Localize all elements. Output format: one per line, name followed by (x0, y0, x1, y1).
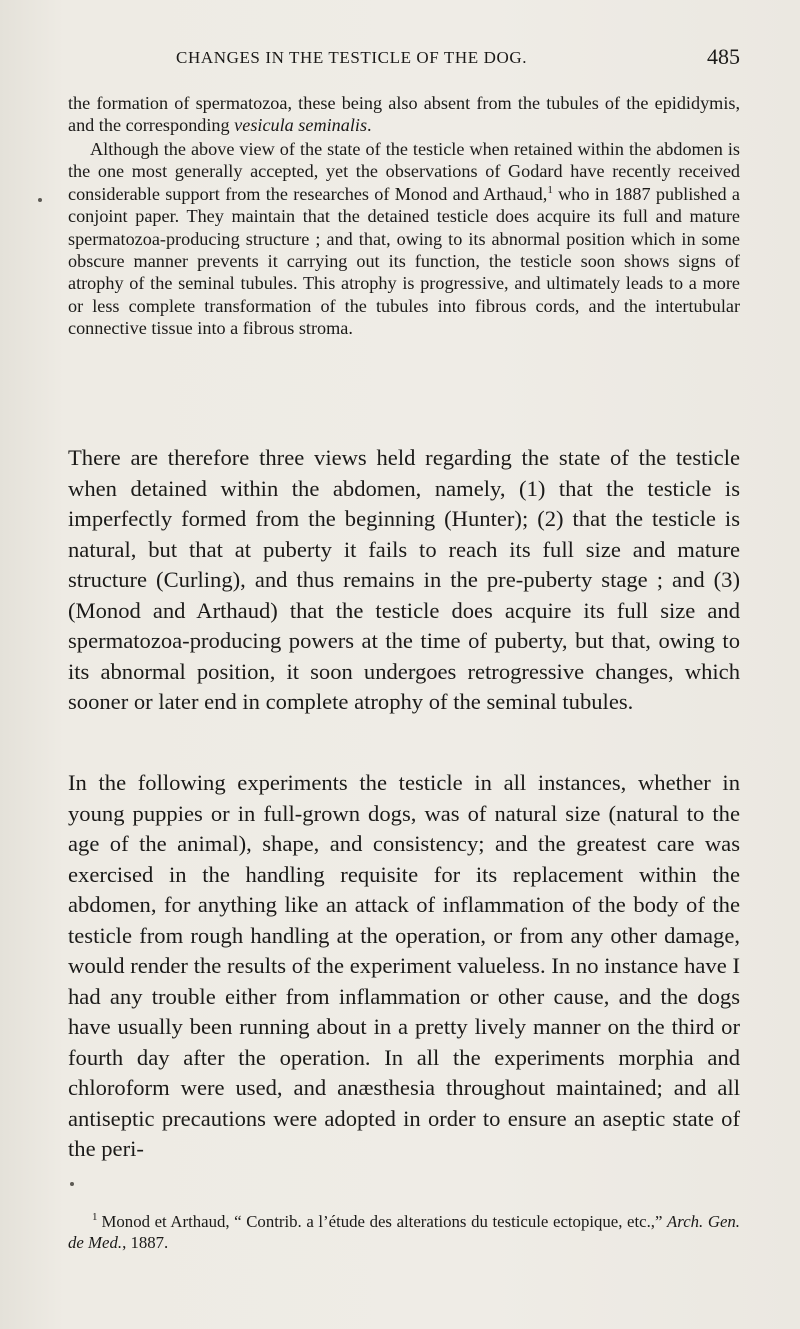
paragraph-3-text: There are therefore three views held regarding the state of the testicle when detained within the abdomen, namely, (1) that the testicle is imperfectly formed from the beginning (Hunter); (2) that the testicle is natural, but that at puberty it fails to reach its full size and mature structure (Curling), and thus remains in the pre-puberty stage ; and (3) (Monod and Arthaud) that the testicle does acquire its full size and spermatozoa-producing powers at the time of puberty, but that, owing to its abnormal position, it soon undergoes retrogressive changes, which sooner or later end in complete atrophy of the seminal tubules. (68, 445, 740, 714)
footnote-reference: 1 (547, 183, 553, 196)
paragraph-4 (68, 768, 740, 1165)
footnote-text-end: , 1887. (122, 1233, 169, 1252)
page-blemish-dot (38, 198, 42, 202)
paragraph-1-end: . (367, 115, 372, 136)
page-blemish-dot (70, 1182, 74, 1186)
paragraph-2 (68, 138, 740, 340)
paragraph-1 (68, 92, 740, 137)
footnote-text-start: Monod et Arthaud, “ Contrib. a l’étude des alterations du testicule ectopique, etc.,” (101, 1212, 668, 1231)
page-header (176, 42, 746, 74)
paragraph-2-text-end: who in 1887 published a conjoint paper. They maintain that the detained testicle does acquire its full and mature spermatozoa-producing structure ; and that, owing to its abnormal position which in some obscure manner prevents it carrying out its function, the testicle soon shows signs of atrophy of the seminal tubules. This atrophy is progressive, and ultimately leads to a more or less complete transformation of the tubules into fibrous cords, and the intertubular connective tissue into a fibrous stroma. (68, 183, 740, 339)
paragraph-1-text: the formation of spermatozoa, these being also absent from the tubules of the epididymis, and the corresponding (68, 93, 740, 136)
paragraph-1-italic-term: vesicula seminalis (234, 115, 368, 136)
paragraph-2-text-start: Although the above view of the state of the testicle when retained within the abdomen is the one most generally accepted, yet the observations of Godard have recently received considerable support from the researches of Monod and Arthaud, (68, 139, 740, 204)
running-title: CHANGES IN THE TESTICLE OF THE DOG. (176, 48, 528, 67)
footnote (68, 1211, 740, 1253)
footnote-journal-title: Arch. Gen. de Med. (68, 1212, 741, 1252)
paragraph-3 (68, 443, 740, 718)
page-number: 485 (707, 44, 740, 69)
paragraph-4-text: In the following experiments the testicle in all instances, whether in young puppies or in full-grown dogs, was of natural size (natural to the age of the animal), shape, and consistency; and the greatest care was exercised in the handling requisite for its replacement within the abdomen, for anything like an attack of inflammation of the body of the testicle from rough handling at the operation, or from any other damage, would render the results of the experiment valueless. In no instance have I had any trouble either from inflammation or other cause, and the dogs have usually been running about in a pretty lively manner on the third or fourth day after the operation. In all the experiments morphia and chloroform were used, and anæsthesia throughout maintained; and all antiseptic precautions were adopted in order to ensure an aseptic state of the peri- (68, 770, 740, 1161)
footnote-mark: 1 (92, 1211, 98, 1224)
